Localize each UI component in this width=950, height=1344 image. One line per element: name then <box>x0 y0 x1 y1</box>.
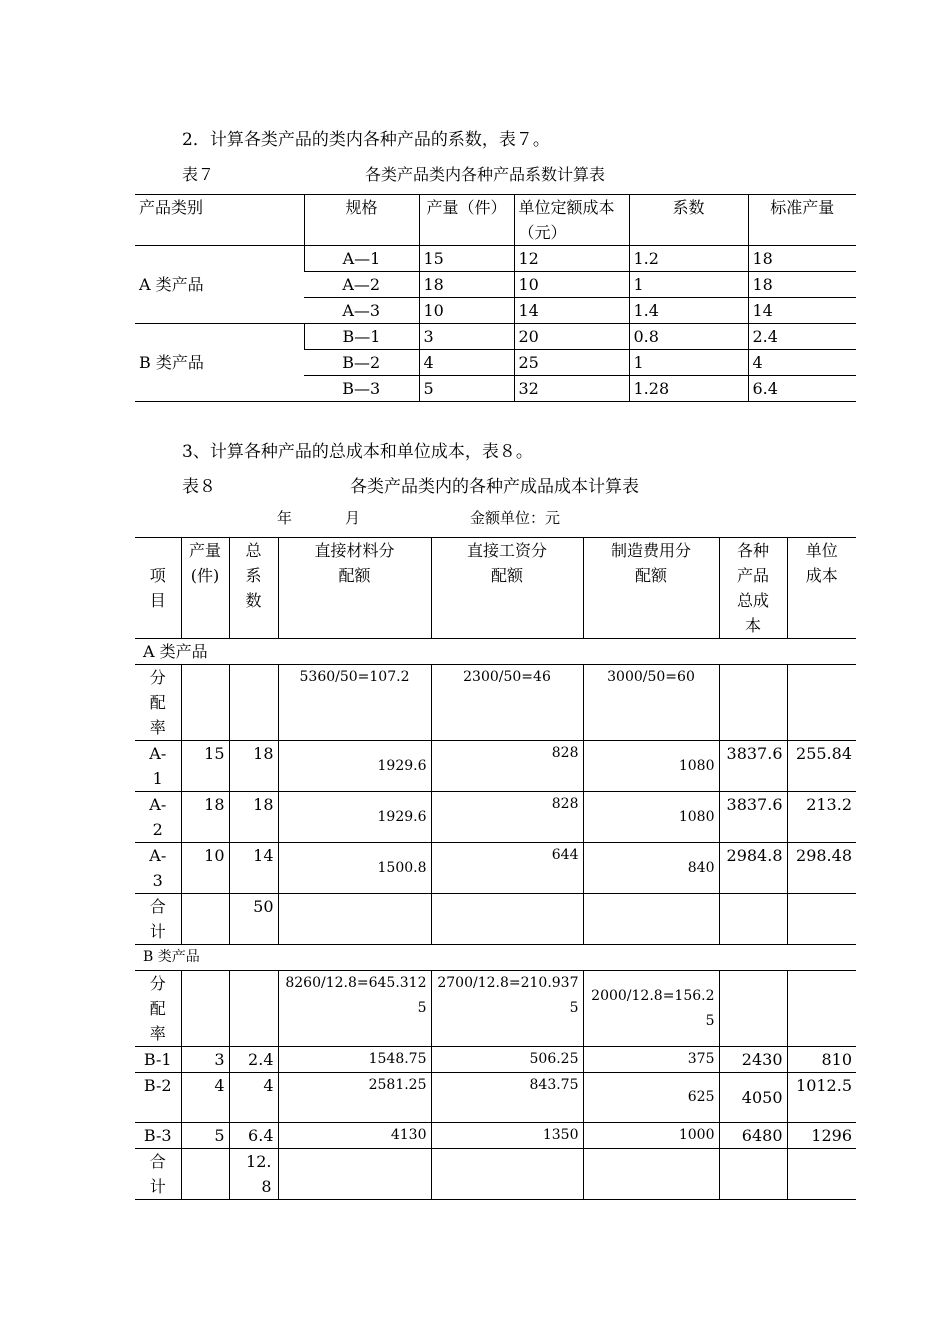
qty-cell: 15 <box>181 741 229 792</box>
table7-header: 系数 <box>629 195 748 246</box>
unit-cost-cell: 810 <box>787 1047 856 1073</box>
table-cell: 1 <box>629 272 748 298</box>
coef-cell: 6.4 <box>229 1123 278 1149</box>
table-cell <box>278 1149 431 1200</box>
table-cell: 10 <box>514 272 629 298</box>
table-cell: 6.4 <box>748 376 856 402</box>
sum-coef: 50 <box>229 894 278 945</box>
table-cell <box>181 971 229 1047</box>
table-cell: 20 <box>514 324 629 350</box>
section2-heading: 2．计算各类产品的类内各种产品的系数，表７。 <box>182 130 550 150</box>
table-cell: 18 <box>419 272 514 298</box>
unit-label: 金额单位：元 <box>470 509 561 527</box>
unit-cost-cell: 1296 <box>787 1123 856 1149</box>
table-cell <box>431 1149 583 1200</box>
table-row <box>135 324 856 350</box>
table8-title: 各类产品类内的各种产成品成本计算表 <box>350 477 639 497</box>
unit-cost-cell: 1012.5 <box>787 1073 856 1123</box>
group-header-row <box>135 639 856 665</box>
item-cell: A-2 <box>135 792 181 843</box>
table-cell: 14 <box>514 298 629 324</box>
table-cell: 32 <box>514 376 629 402</box>
table8-header-row <box>135 538 856 639</box>
rate-row <box>135 665 856 741</box>
table-cell <box>583 894 719 945</box>
table7-label: 表７ <box>182 165 215 184</box>
item-cell: B-1 <box>135 1047 181 1073</box>
table-row <box>135 1047 856 1073</box>
table-cell <box>229 971 278 1047</box>
table-row <box>135 843 856 894</box>
table7 <box>135 194 856 402</box>
material-cell: 4130 <box>278 1123 431 1149</box>
table-cell: 1.4 <box>629 298 748 324</box>
coef-cell: 4 <box>229 1073 278 1123</box>
rate-material: 5360/50=107.2 <box>278 665 431 741</box>
table8-header: 产量(件) <box>181 538 229 639</box>
table-cell <box>719 971 787 1047</box>
rate-label: 分配率 <box>135 971 181 1047</box>
wage-cell: 644 <box>431 843 583 894</box>
table-cell: 2.4 <box>748 324 856 350</box>
product-category: A 类产品 <box>135 246 304 324</box>
qty-cell: 5 <box>181 1123 229 1149</box>
total-cell: 3837.6 <box>719 741 787 792</box>
table7-header: 规格 <box>304 195 419 246</box>
table7-title: 各类产品类内各种产品系数计算表 <box>365 165 606 184</box>
table-cell: 10 <box>419 298 514 324</box>
rate-label: 分配率 <box>135 665 181 741</box>
unit-cost-cell: 255.84 <box>787 741 856 792</box>
coef-cell: 18 <box>229 792 278 843</box>
table-cell: 4 <box>419 350 514 376</box>
coef-cell: 2.4 <box>229 1047 278 1073</box>
table-cell: 0.8 <box>629 324 748 350</box>
overhead-cell: 375 <box>583 1047 719 1073</box>
table8-header: 直接工资分配额 <box>431 538 583 639</box>
table-cell: 14 <box>748 298 856 324</box>
total-cell: 4050 <box>719 1073 787 1123</box>
table-cell <box>787 665 856 741</box>
group-header-row <box>135 945 856 971</box>
wage-cell: 828 <box>431 792 583 843</box>
table8-header: 单位成本 <box>787 538 856 639</box>
table-cell: 18 <box>748 272 856 298</box>
table7-header-row <box>135 195 856 246</box>
table-cell: B—3 <box>304 376 419 402</box>
rate-wage: 2700/12.8=210.9375 <box>431 971 583 1047</box>
table-cell <box>229 665 278 741</box>
table8-header: 直接材料分配额 <box>278 538 431 639</box>
total-cell: 6480 <box>719 1123 787 1149</box>
table-cell: 3 <box>419 324 514 350</box>
sum-label: 合计 <box>135 1149 181 1200</box>
table-cell <box>181 665 229 741</box>
material-cell: 1929.6 <box>278 741 431 792</box>
qty-cell: 3 <box>181 1047 229 1073</box>
table-row <box>135 1123 856 1149</box>
table-row <box>135 741 856 792</box>
rate-material: 8260/12.8=645.3125 <box>278 971 431 1047</box>
table-cell <box>431 894 583 945</box>
table-cell <box>719 894 787 945</box>
table-cell: 18 <box>748 246 856 272</box>
item-cell: A-3 <box>135 843 181 894</box>
overhead-cell: 625 <box>583 1073 719 1123</box>
item-cell: A-1 <box>135 741 181 792</box>
table-cell: 4 <box>748 350 856 376</box>
sum-row <box>135 894 856 945</box>
material-cell: 1500.8 <box>278 843 431 894</box>
rate-overhead: 2000/12.8=156.25 <box>583 971 719 1047</box>
material-cell: 1929.6 <box>278 792 431 843</box>
table-cell: B—2 <box>304 350 419 376</box>
wage-cell: 1350 <box>431 1123 583 1149</box>
table-cell <box>583 1149 719 1200</box>
table8 <box>135 537 856 1200</box>
year-label: 年 <box>277 509 293 527</box>
qty-cell: 18 <box>181 792 229 843</box>
sum-label: 合计 <box>135 894 181 945</box>
rate-overhead: 3000/50=60 <box>583 665 719 741</box>
table-cell: 25 <box>514 350 629 376</box>
wage-cell: 506.25 <box>431 1047 583 1073</box>
total-cell: 2430 <box>719 1047 787 1073</box>
table8-label: 表８ <box>182 477 216 497</box>
qty-cell: 10 <box>181 843 229 894</box>
sum-row <box>135 1149 856 1200</box>
item-cell: B-2 <box>135 1073 181 1123</box>
table-cell <box>787 971 856 1047</box>
coef-cell: 14 <box>229 843 278 894</box>
table-cell: A—2 <box>304 272 419 298</box>
wage-cell: 843.75 <box>431 1073 583 1123</box>
section3-heading: 3、计算各种产品的总成本和单位成本，表８。 <box>182 442 533 462</box>
table7-header: 单位定额成本（元） <box>514 195 629 246</box>
table8-header: 各种产品总成本 <box>719 538 787 639</box>
material-cell: 1548.75 <box>278 1047 431 1073</box>
product-category: B 类产品 <box>135 324 304 402</box>
table-row <box>135 246 856 272</box>
month-label: 月 <box>345 509 361 527</box>
item-cell: B-3 <box>135 1123 181 1149</box>
table-cell: A—3 <box>304 298 419 324</box>
material-cell: 2581.25 <box>278 1073 431 1123</box>
overhead-cell: 1080 <box>583 792 719 843</box>
table-cell: A—1 <box>304 246 419 272</box>
table8-header: 总系数 <box>229 538 278 639</box>
rate-wage: 2300/50=46 <box>431 665 583 741</box>
table-cell <box>181 894 229 945</box>
overhead-cell: 1080 <box>583 741 719 792</box>
table-cell <box>719 665 787 741</box>
unit-cost-cell: 298.48 <box>787 843 856 894</box>
unit-cost-cell: 213.2 <box>787 792 856 843</box>
group-name: A 类产品 <box>135 639 856 665</box>
overhead-cell: 1000 <box>583 1123 719 1149</box>
table-cell <box>719 1149 787 1200</box>
table-cell <box>181 1149 229 1200</box>
table7-header: 产品类别 <box>135 195 304 246</box>
sum-coef: 12.8 <box>229 1149 278 1200</box>
table8-header: 项目 <box>135 538 181 639</box>
total-cell: 3837.6 <box>719 792 787 843</box>
overhead-cell: 840 <box>583 843 719 894</box>
table-cell: 1.28 <box>629 376 748 402</box>
table-cell: B—1 <box>304 324 419 350</box>
qty-cell: 4 <box>181 1073 229 1123</box>
coef-cell: 18 <box>229 741 278 792</box>
table-cell <box>787 894 856 945</box>
table-cell: 12 <box>514 246 629 272</box>
table-cell: 1 <box>629 350 748 376</box>
table-cell: 1.2 <box>629 246 748 272</box>
total-cell: 2984.8 <box>719 843 787 894</box>
table-cell <box>278 894 431 945</box>
table7-header: 标准产量 <box>748 195 856 246</box>
table-row <box>135 1073 856 1123</box>
rate-row <box>135 971 856 1047</box>
group-name: B 类产品 <box>135 945 856 971</box>
table-cell <box>787 1149 856 1200</box>
table-cell: 5 <box>419 376 514 402</box>
table7-header: 产量（件） <box>419 195 514 246</box>
wage-cell: 828 <box>431 741 583 792</box>
table8-header: 制造费用分配额 <box>583 538 719 639</box>
table-row <box>135 792 856 843</box>
table-cell: 15 <box>419 246 514 272</box>
